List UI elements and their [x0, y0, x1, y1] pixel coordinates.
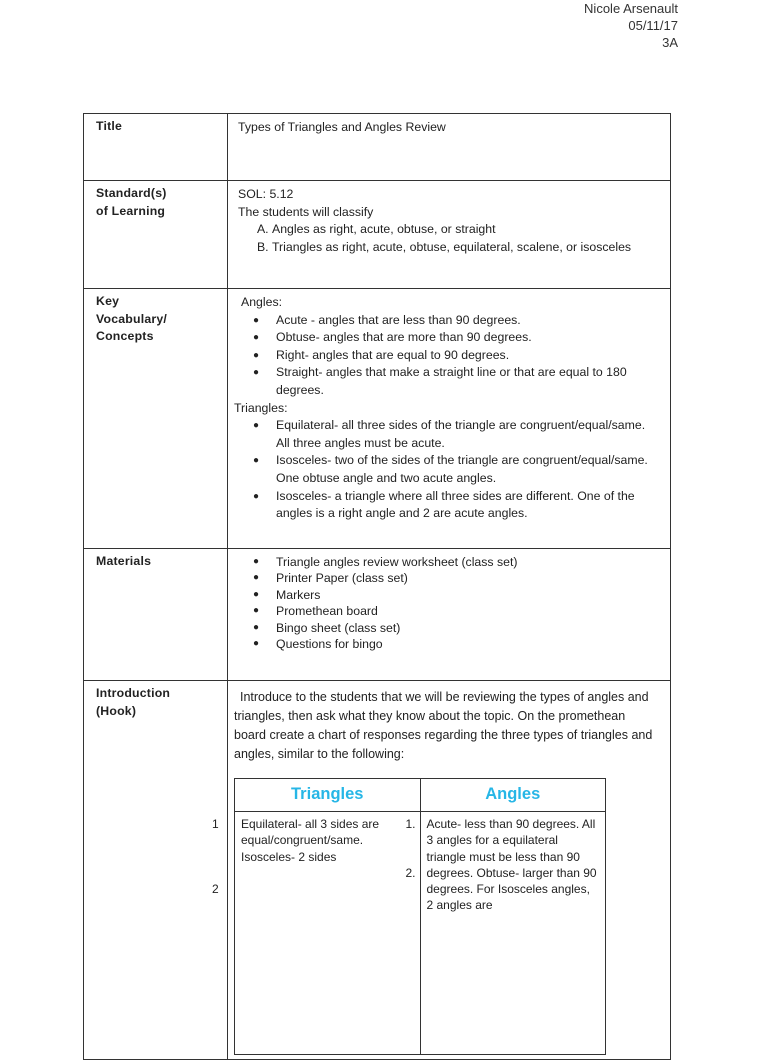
- angle-definition: ● Right- angles that are equal to 90 degrees.: [276, 347, 660, 365]
- vocabulary-content: [228, 289, 671, 549]
- label-standards-line2: of Learning: [96, 203, 166, 218]
- list-number: 2.: [405, 866, 416, 880]
- label-intro-line2: (Hook): [96, 703, 137, 718]
- chart-triangle-entry: Isosceles- 2 sides: [241, 849, 337, 864]
- label-materials: Materials: [84, 549, 228, 681]
- chart-header-angles: Angles: [420, 779, 606, 812]
- document-header: [584, 0, 678, 51]
- row-vocabulary: [84, 289, 671, 549]
- triangles-list: [238, 417, 660, 523]
- label-vocab-line1: Key: [96, 294, 120, 308]
- sol-intro: The students will classify: [238, 204, 374, 219]
- document-date: 05/11/17: [628, 18, 678, 33]
- list-number: 1.: [405, 817, 416, 831]
- list-number: 1: [212, 817, 219, 831]
- row-title: [84, 114, 671, 181]
- sol-objectives: [238, 221, 660, 256]
- response-chart: [212, 778, 606, 1055]
- row-standards: [84, 181, 671, 289]
- triangle-definition: ● Equilateral- all three sides of the triangle are congruent/equal/same. All three angles must be acute.: [276, 417, 660, 452]
- label-vocab-line2: Vocabulary/: [96, 311, 167, 326]
- label-standards: [84, 181, 228, 289]
- row-materials: [84, 549, 671, 681]
- label-vocabulary: [84, 289, 228, 549]
- introduction-text: Introduce to the students that we will be reviewing the types of angles and triangles, then ask what they know about the topic. On the promethean board create a chart of responses regarding the three types of triangles and angles, similar to the following:: [234, 690, 653, 761]
- list-number: 2: [212, 882, 219, 896]
- material-item: ● Triangle angles review worksheet (class set): [276, 554, 660, 570]
- chart-triangles-cell: [212, 812, 421, 1055]
- material-item: ● Markers: [276, 587, 660, 603]
- material-item: ● Printer Paper (class set): [276, 570, 660, 586]
- label-title: Title: [84, 114, 228, 181]
- material-item: ● Questions for bingo: [276, 636, 660, 652]
- objective-item: A. Angles as right, acute, obtuse, or straight: [272, 221, 660, 239]
- label-vocab-line3: Concepts: [96, 329, 154, 344]
- label-intro-line1: Introduction: [96, 686, 171, 700]
- response-chart-wrap: [212, 778, 660, 1055]
- chart-triangle-entry: Equilateral- all 3 sides are equal/congruent/same.: [241, 817, 380, 848]
- triangle-definition: ● Isosceles- a triangle where all three sides are different. One of the angles is a right angle and 2 are acute angles.: [276, 488, 660, 523]
- material-item: ● Promethean board: [276, 603, 660, 619]
- standards-content: [228, 181, 671, 289]
- label-standards-line1: Standard(s): [96, 186, 167, 200]
- chart-angles-cell: Acute- less than 90 degrees. All 3 angles for a equilateral triangle must be less than 90 degrees. Obtuse- larger than 90 degrees. For Isosceles angles, 2 angles are: [420, 812, 606, 1055]
- angle-definition: ● Acute - angles that are less than 90 degrees.: [276, 312, 660, 330]
- triangle-definition: ● Isosceles- two of the sides of the triangle are congruent/equal/same. One obtuse angle and two acute angles.: [276, 452, 660, 487]
- materials-list: [238, 554, 660, 652]
- angles-list: [238, 312, 660, 400]
- materials-content: [228, 549, 671, 681]
- objective-item: B. Triangles as right, acute, obtuse, equilateral, scalene, or isosceles: [272, 239, 660, 257]
- material-item: ● Bingo sheet (class set): [276, 620, 660, 636]
- chart-header-triangles: Triangles: [235, 779, 421, 812]
- sol-number: SOL: 5.12: [238, 187, 294, 201]
- introduction-content: [212, 681, 671, 1060]
- angles-heading: Angles:: [241, 295, 283, 309]
- chart-body-row: [235, 812, 606, 1055]
- triangles-heading: Triangles:: [234, 400, 288, 415]
- class-code: 3A: [662, 35, 678, 50]
- angle-definition: ● Obtuse- angles that are more than 90 degrees.: [276, 329, 660, 347]
- author-name: Nicole Arsenault: [584, 1, 678, 16]
- chart-header-row: [235, 779, 606, 812]
- lesson-title: Types of Triangles and Angles Review: [228, 114, 671, 181]
- angle-definition: ● Straight- angles that make a straight line or that are equal to 180 degrees.: [276, 364, 660, 399]
- row-introduction: [84, 681, 671, 1060]
- label-introduction: [84, 681, 228, 1060]
- lesson-plan-table: [83, 113, 671, 1060]
